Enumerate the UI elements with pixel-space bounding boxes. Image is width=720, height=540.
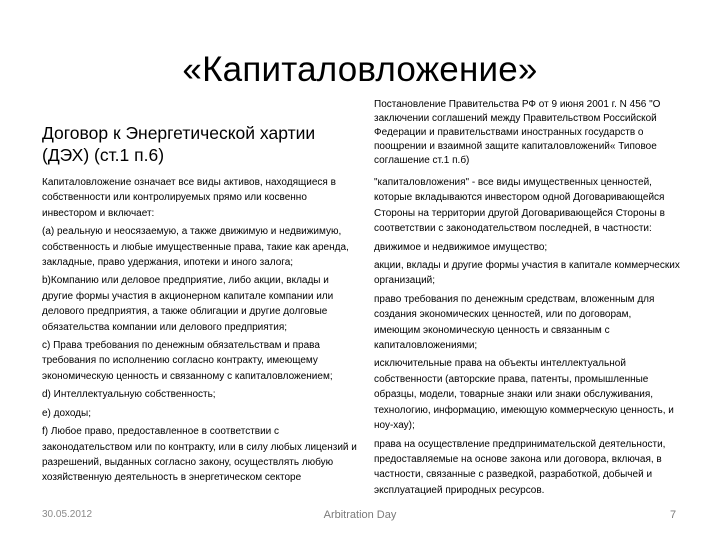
footer-date: 30.05.2012 — [42, 509, 93, 520]
right-paragraph: исключительные права на объекты интеллектуальной собственности (авторские права, патенты, промышленные образцы, модели, товарные знаки или знаки обслуживания, технологию, информацию, имеющую коммерческую ценность, и ноу-хау); — [374, 358, 674, 432]
right-paragraph: движимое и недвижимое имущество; — [374, 241, 548, 253]
left-paragraph: Капиталовложение означает все виды активов, находящиеся в собственности или контролируемых прямо или косвенно инвестором и включает: — [42, 177, 336, 219]
right-paragraph: права на осуществление предпринимательской деятельности, предоставляемые на основе закона или договора, включая, в частности, связанные с разведкой, разработкой, добычей и эксплуатацией природных ресурсов. — [374, 438, 666, 496]
left-paragraph: е) доходы; — [42, 407, 91, 419]
right-column-body — [374, 175, 680, 501]
page-number: 7 — [670, 509, 677, 521]
left-column-body — [42, 175, 360, 489]
left-paragraph: f) Любое право, предоставленное в соответствии с законодательством или по контракту, или в силу любых лицензий и разрешений, выданных согласно закону, осуществлять любую хозяйственную деятельность в энергетическом секторе — [42, 426, 357, 484]
left-paragraph: (а) реальную и неосязаемую, а также движимую и недвижимую, собственность и любые имущественные права, такие как аренда, закладные, право удержания, ипотеки и иного залога; — [42, 226, 349, 269]
right-column-heading: Постановление Правительства РФ от 9 июня 2001 г. N 456 "О заключении соглашений между Правительством Российской Федерации и правительствами иностранных государств о поощрении и взаимной защите капиталовложений« Типовое соглашение ст.1 п.б) — [374, 99, 661, 166]
left-paragraph: с) Права требования по денежным обязательствам и права требования по исполнению согласно контракту, имеющему экономическую ценность и связанному с капиталовложением; — [42, 340, 333, 382]
slide-title: «Капиталовложение» — [182, 50, 538, 89]
right-paragraph: право требования по денежным средствам, вложенным для создания экономических ценностей, или по договорам, имеющим экономическую ценность и связанным с капиталовложениями; — [374, 293, 655, 352]
footer-event-name: Arbitration Day — [323, 509, 397, 521]
right-paragraph: "капиталовложения" - все виды имущественных ценностей, которые вкладываются инвестором одной Договаривающейся Стороны на территории другой Договаривающейся Стороны в соответствии с законодательством последней, в частности: — [374, 177, 665, 235]
left-paragraph: d) Интеллектуальную собственность; — [42, 389, 216, 401]
left-paragraph: b)Компанию или деловое предприятие, либо акции, вклады и другие формы участия в акционерном капитале компании или делового предприятия, а также облигации и другие долговые обязательства компании или делового предприятия; — [42, 275, 334, 333]
right-paragraph: акции, вклады и другие формы участия в капитале коммерческих организаций; — [374, 260, 680, 287]
left-column-heading: Договор к Энергетической хартии (ДЭХ) (ст.1 п.6) — [42, 123, 316, 165]
